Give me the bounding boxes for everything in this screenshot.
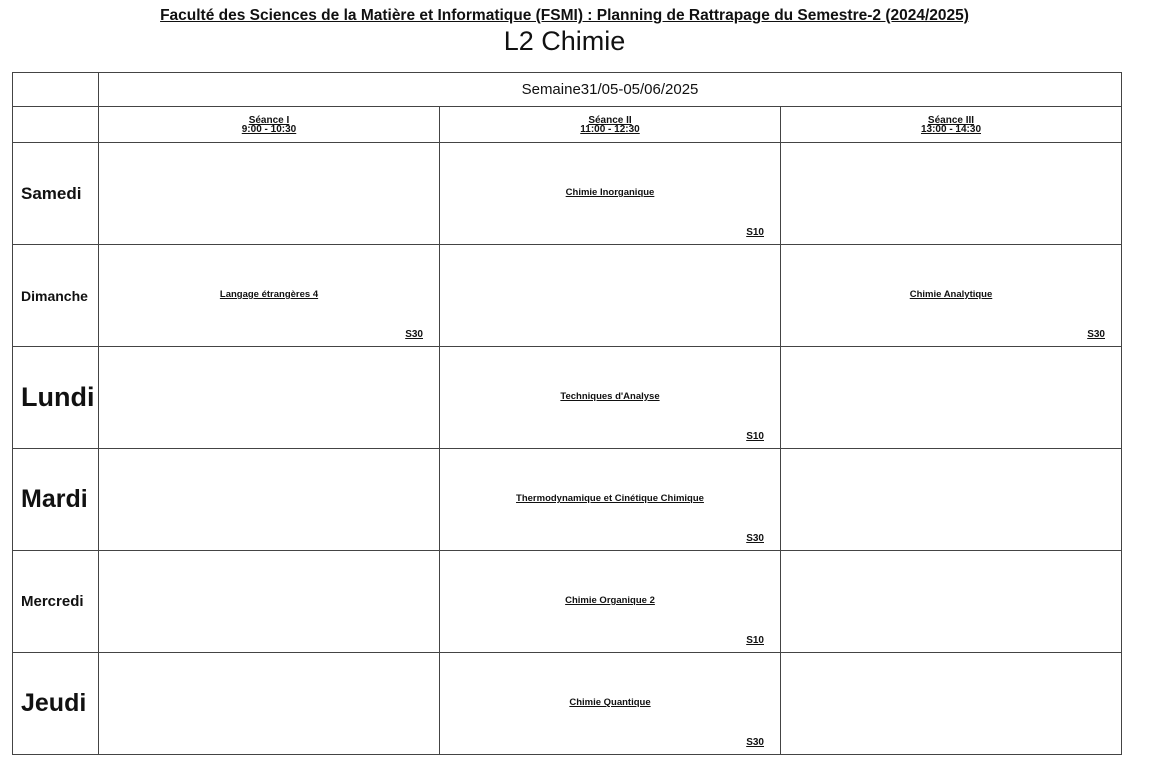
course-name: Thermodynamique et Cinétique Chimique [516,493,704,504]
slot-cell [781,449,1122,551]
slot-cell [99,449,440,551]
page-title: Faculté des Sciences de la Matière et Informatique (FSMI) : Planning de Rattrapage du Semestre-2 (2024/2025) [160,7,969,24]
slot-cell [99,143,440,245]
schedule-table [12,72,1122,755]
day-label: Dimanche [13,245,99,347]
seance-time: 11:00 - 12:30 [580,123,640,135]
seance-name: Séance I [248,114,290,126]
slot-cell [440,245,781,347]
course-name: Chimie Quantique [569,697,651,708]
day-row [13,245,1122,347]
seance-header [781,107,1122,143]
day-label: Jeudi [13,653,99,755]
course-name: Langage étrangères 4 [219,289,319,300]
room-label: S30 [746,533,764,544]
day-label: Lundi [13,347,99,449]
slot-cell [440,449,781,551]
course-name: Chimie Organique 2 [565,595,655,606]
seance-name: Séance II [588,114,632,126]
seance-time: 9:00 - 10:30 [241,123,297,135]
room-label: S10 [746,635,764,646]
seance-header-row [13,107,1122,143]
course-name: Chimie Analytique [909,289,993,300]
corner-cell [13,73,99,107]
room-label: S30 [1087,329,1105,340]
room-label: S30 [746,737,764,748]
slot-cell [781,551,1122,653]
day-label: Mercredi [13,551,99,653]
day-row [13,347,1122,449]
corner-cell-2 [13,107,99,143]
day-label: Mardi [13,449,99,551]
slot-cell [440,143,781,245]
slot-cell [99,551,440,653]
seance-name: Séance III [927,114,975,126]
day-row [13,653,1122,755]
page-subtitle: L2 Chimie [503,26,626,56]
day-row [13,551,1122,653]
slot-cell [440,347,781,449]
day-row [13,143,1122,245]
slot-cell [781,143,1122,245]
seance-header [440,107,781,143]
slot-cell [99,653,440,755]
slot-cell [99,245,440,347]
slot-cell [440,653,781,755]
course-name: Chimie Inorganique [565,187,655,198]
room-label: S10 [746,431,764,442]
slot-cell [781,347,1122,449]
slot-cell [440,551,781,653]
room-label: S30 [405,329,423,340]
week-row [13,73,1122,107]
week-label: Semaine31/05-05/06/2025 [99,73,1122,107]
slot-cell [781,245,1122,347]
slot-cell [781,653,1122,755]
seance-header [99,107,440,143]
slot-cell [99,347,440,449]
day-row [13,449,1122,551]
seance-time: 13:00 - 14:30 [920,123,982,135]
course-name: Techniques d'Analyse [560,391,660,402]
day-label: Samedi [13,143,99,245]
room-label: S10 [746,227,764,238]
